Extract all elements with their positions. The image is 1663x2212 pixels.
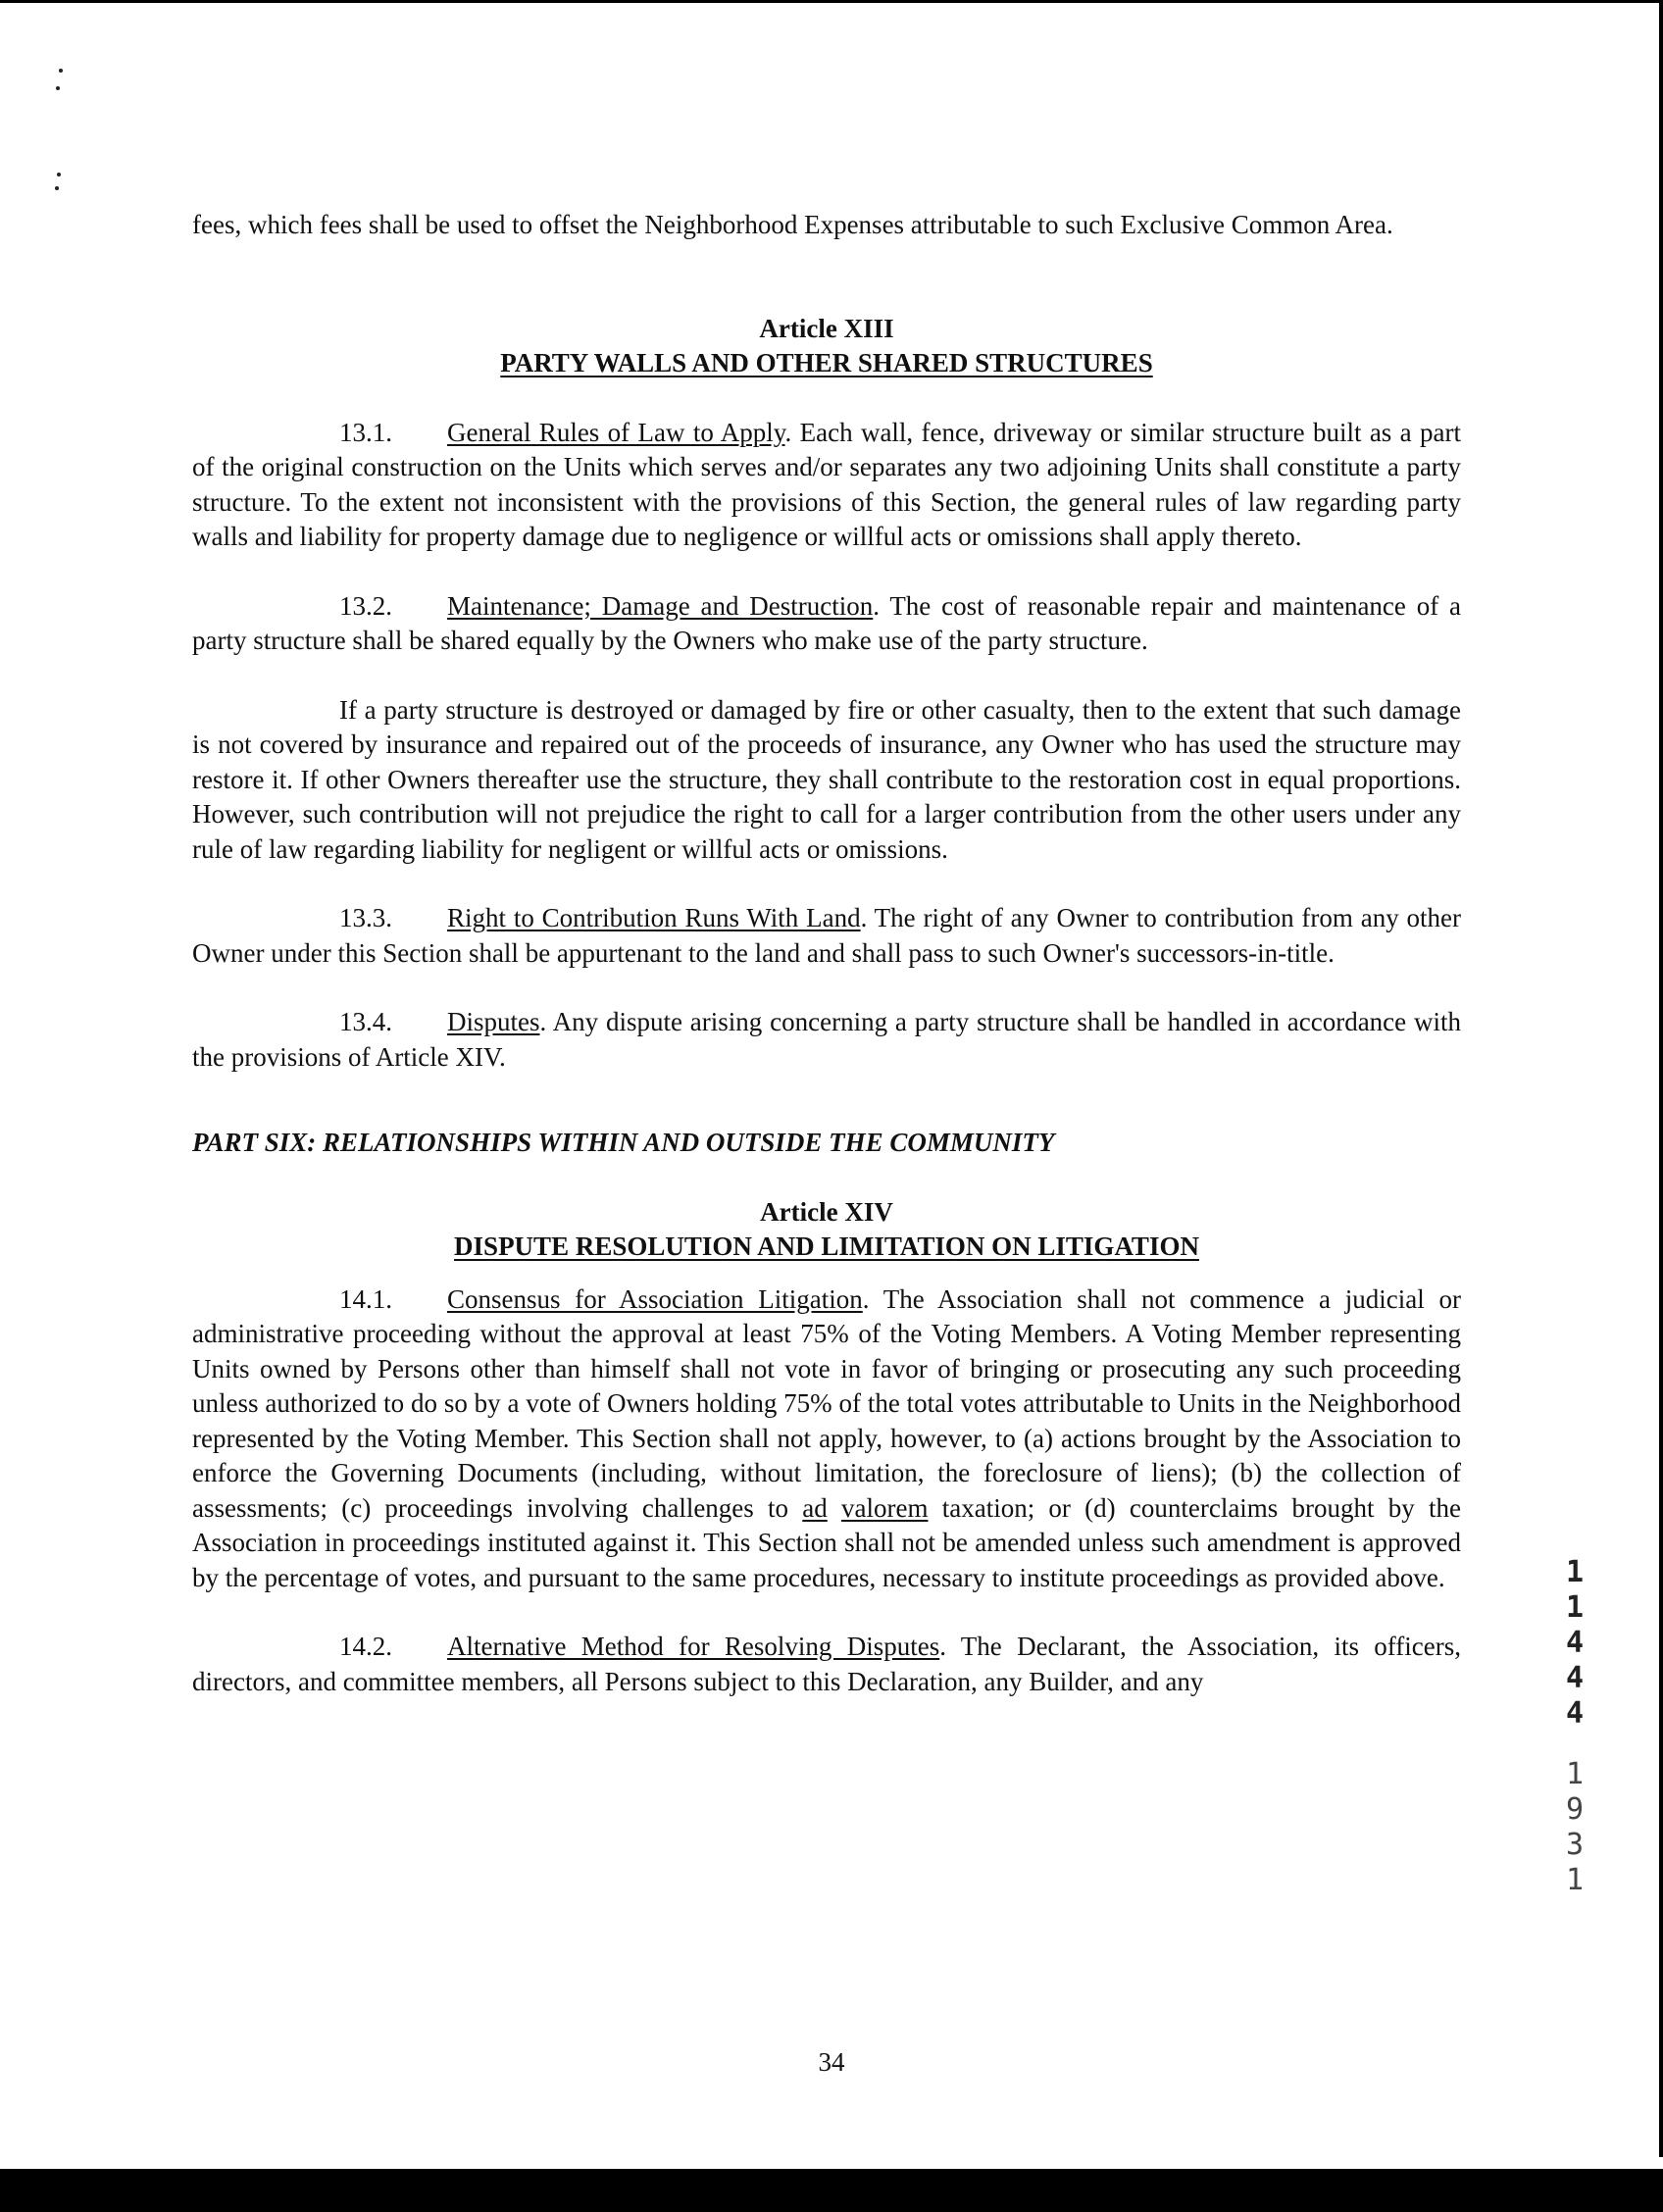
article-13-heading bbox=[192, 312, 1461, 381]
article-13-title: PARTY WALLS AND OTHER SHARED STRUCTURES bbox=[500, 348, 1153, 377]
section-14-1: 14.1. Consensus for Association Litigation. The Association shall not commence a judicial or administrative proceeding without the approval at least 75% of the Voting Members. A Voting Member representing Units owned by Persons other than himself shall not vote in favor of bringing or prosecuting any such proceeding unless authorized to do so by a vote of Owners holding 75% of the total votes attributable to Units in the Neighborhood represented by the Voting Member. This Section shall not apply, however, to (a) actions brought by the Association to enforce the Governing Documents (including, without limitation, the foreclosure of liens); (b) the collection of assessments; (c) proceedings involving challenges to ad valorem taxation; or (d) counterclaims brought by the Association in proceedings instituted against it. This Section shall not be amended unless such amendment is approved by the percentage of votes, and pursuant to the same procedures, necessary to institute proceedings as provided above. bbox=[192, 1283, 1461, 1592]
section-14-2: 14.2. Alternative Method for Resolving Disputes. The Declarant, the Association, its officers, directors, and committee members, all Persons subject to this Declaration, any Builder, and any bbox=[192, 1632, 1461, 1696]
top-scan-edge bbox=[0, 0, 1663, 3]
article-13-number: Article XIII bbox=[759, 313, 894, 343]
section-13-2-continued: If a party structure is destroyed or damaged by fire or other casualty, then to the extent that such damage is not covered by insurance and repaired out of the proceeds of insurance, any Owner who has used the structure may restore it. If other Owners thereafter use the structure, they shall contribute to the restoration cost in equal proportions. However, such contribution will not prejudice the right to call for a larger contribution from the other users under any rule of law regarding liability for negligent or willful acts or omissions. bbox=[192, 694, 1461, 864]
part-six-heading: PART SIX: RELATIONSHIPS WITHIN AND OUTSIDE THE COMMUNITY bbox=[192, 1128, 1055, 1157]
article-14-number: Article XIV bbox=[760, 1196, 893, 1227]
section-13-1: 13.1. General Rules of Law to Apply. Each wall, fence, driveway or similar structure built as a part of the original construction on the Units which serves and/or separates any two adjoining Units shall constitute a party structure. To the extent not inconsistent with the provisions of this Section, the general rules of law regarding party walls and liability for property damage due to negligence or willful acts or omissions shall apply thereto. bbox=[192, 417, 1462, 551]
carryover-paragraph: fees, which fees shall be used to offset the Neighborhood Expenses attributable to such Exclusive Common Area. bbox=[192, 210, 1393, 239]
section-13-3: 13.3. Right to Contribution Runs With Land. The right of any Owner to contribution from any other Owner under this Section shall be appurtenant to the land and shall pass to such Owner's successors-in-title. bbox=[192, 903, 1462, 968]
section-number: 14.2. bbox=[339, 1632, 392, 1661]
section-title: Alternative Method for Resolving Disputes bbox=[447, 1632, 940, 1661]
section-number: 14.1. bbox=[339, 1283, 392, 1314]
page-number: 34 bbox=[818, 2047, 845, 2077]
section-13-2: 13.2. Maintenance; Damage and Destruction. The cost of reasonable repair and maintenance of a party structure shall be shared equally by the Owners who make use of the party structure. bbox=[192, 590, 1461, 655]
right-scan-edge bbox=[1659, 0, 1663, 2157]
margin-recording-stamp: 1 1 4 4 4 1 9 3 1 bbox=[1565, 1555, 1585, 1897]
section-title: General Rules of Law to Apply bbox=[447, 417, 785, 447]
scan-speck bbox=[56, 86, 60, 90]
article-14-title: DISPUTE RESOLUTION AND LIMITATION ON LITIGATION bbox=[454, 1232, 1199, 1261]
document-body bbox=[192, 208, 1461, 1699]
section-number: 13.3. bbox=[339, 903, 392, 932]
scan-speck bbox=[59, 69, 63, 73]
section-title: Maintenance; Damage and Destruction bbox=[447, 590, 874, 621]
scan-speck bbox=[57, 173, 61, 176]
section-13-4: 13.4. Disputes. Any dispute arising concerning a party structure shall be handled in accordance with the provisions of Article XIV. bbox=[192, 1007, 1461, 1072]
scan-speck bbox=[55, 186, 59, 190]
section-title: Consensus for Association Litigation bbox=[447, 1283, 863, 1314]
article-14-heading bbox=[192, 1195, 1461, 1265]
section-number: 13.1. bbox=[339, 417, 392, 447]
section-number: 13.4. bbox=[339, 1007, 392, 1036]
section-number: 13.2. bbox=[339, 590, 392, 621]
bottom-scan-edge bbox=[0, 2169, 1663, 2212]
section-title: Disputes bbox=[447, 1007, 540, 1036]
section-title: Right to Contribution Runs With Land bbox=[447, 903, 861, 932]
